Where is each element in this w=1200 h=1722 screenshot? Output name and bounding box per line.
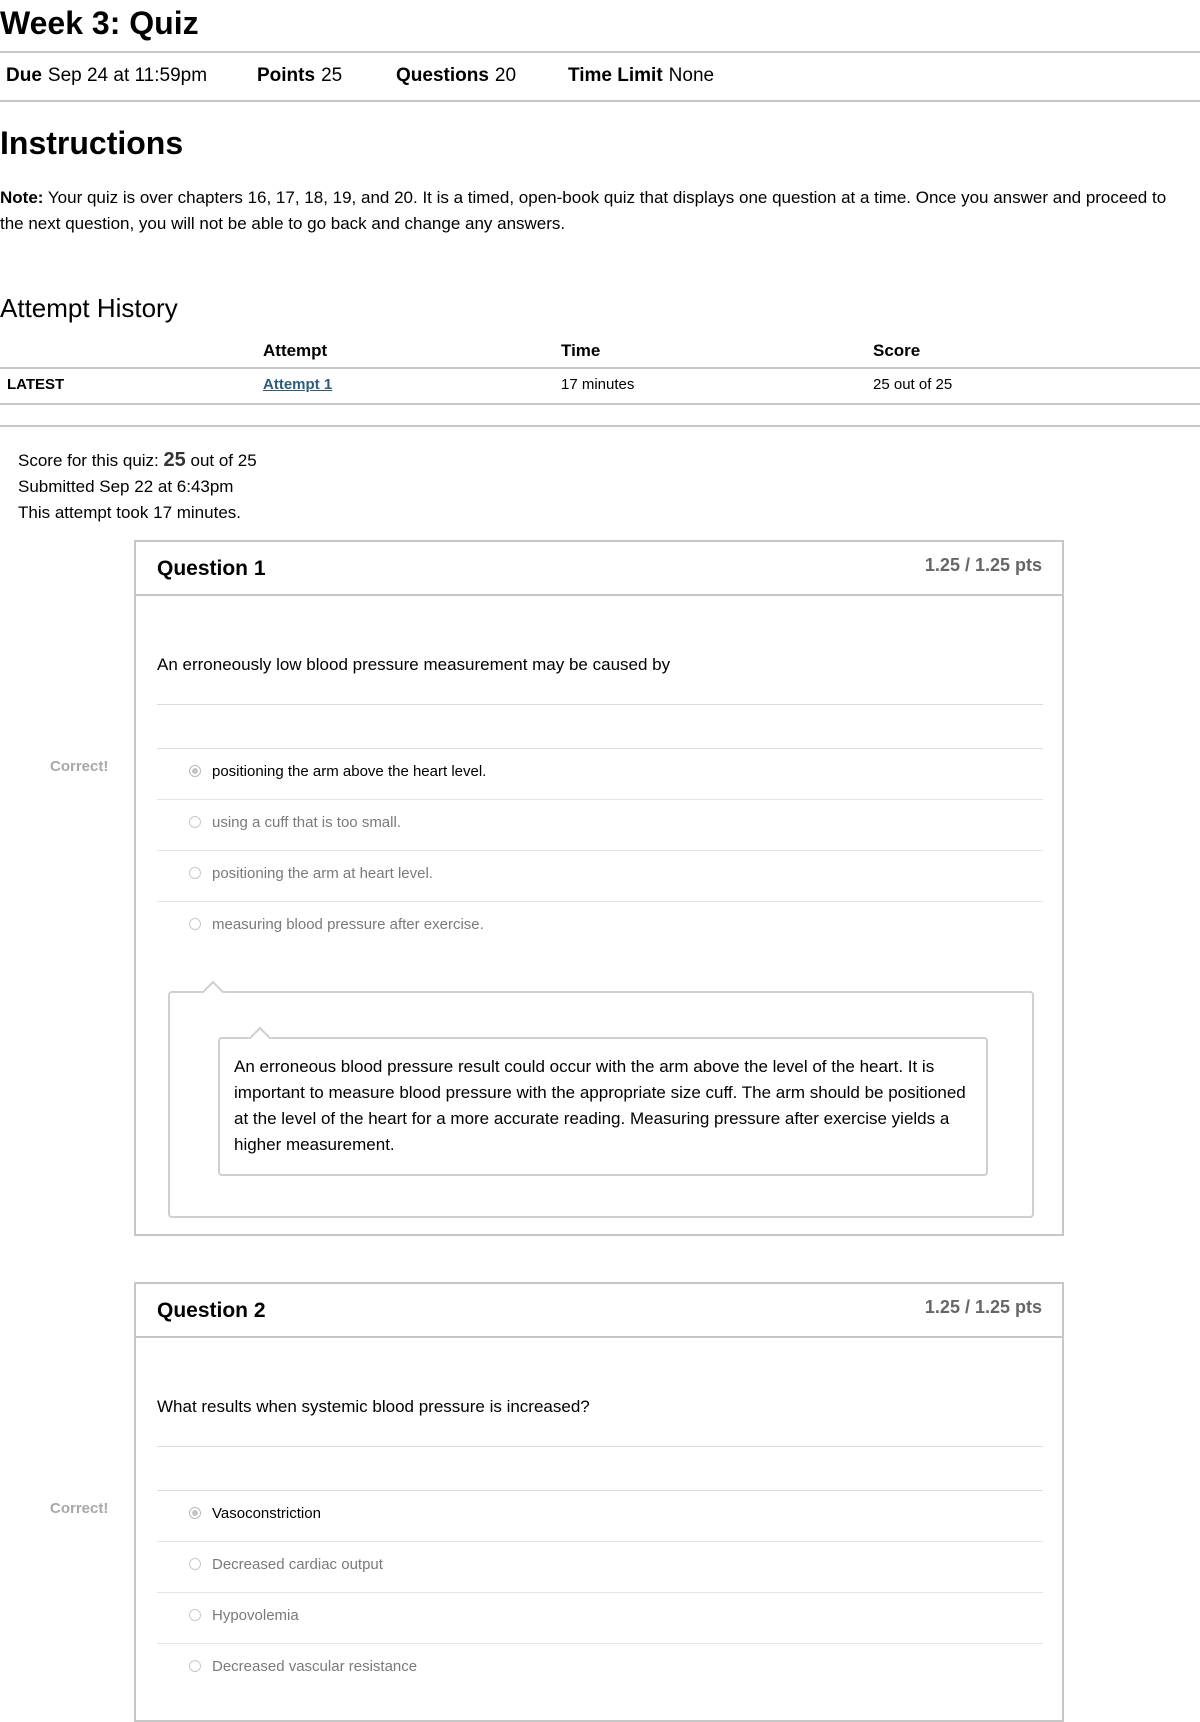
caret-up-icon — [249, 1027, 272, 1050]
time-limit-info — [568, 62, 714, 90]
question-divider — [157, 704, 1043, 705]
questions-value: 20 — [494, 65, 517, 86]
submitted-time: Submitted Sep 22 at 6:43pm — [18, 477, 234, 496]
radio-icon[interactable] — [189, 918, 201, 930]
due-label: Due — [6, 65, 42, 86]
radio-selected-icon[interactable] — [189, 765, 201, 777]
radio-icon[interactable] — [189, 1609, 201, 1621]
questions-label: Questions — [396, 65, 489, 86]
radio-icon[interactable] — [189, 816, 201, 828]
title-divider — [0, 51, 1200, 53]
meta-divider — [0, 100, 1200, 102]
due-value: Sep 24 at 11:59pm — [47, 65, 208, 86]
score-prefix: Score for this quiz: — [18, 451, 159, 470]
answer-option[interactable] — [157, 850, 1043, 902]
score-value: 25 — [163, 449, 186, 471]
column-header-score: Score — [873, 341, 921, 360]
answer-label: Vasoconstriction — [212, 1505, 321, 1522]
note-label: Note: — [0, 188, 44, 207]
answer-option[interactable] — [157, 748, 1043, 800]
answer-label: positioning the arm at heart level. — [212, 865, 433, 882]
points-value: 25 — [321, 65, 343, 86]
answer-comments-panel — [168, 991, 1034, 1218]
table-header-divider — [0, 367, 1200, 369]
time-limit-value: None — [668, 65, 715, 86]
question-1-title: Question 1 — [157, 557, 266, 580]
answer-comment-text: An erroneous blood pressure result could occur with the arm above the level of the heart. It is important to measure blood pressure with the appropriate size cuff. The arm should be positioned at the level of the heart for a more accurate reading. Measuring pressure after exercise yields a higher measurement. — [234, 1057, 966, 1154]
radio-icon[interactable] — [189, 1558, 201, 1570]
points-label: Points — [257, 65, 316, 86]
answer-label: using a cuff that is too small. — [212, 814, 401, 831]
answer-comment — [218, 1037, 988, 1176]
answer-option[interactable] — [157, 901, 1043, 952]
answer-label: Hypovolemia — [212, 1607, 299, 1624]
correct-label: Correct! — [50, 758, 109, 775]
radio-selected-icon[interactable] — [189, 1507, 201, 1519]
question-1 — [134, 540, 1064, 1236]
latest-badge: LATEST — [7, 376, 65, 393]
radio-icon[interactable] — [189, 867, 201, 879]
answer-option[interactable] — [157, 1541, 1043, 1593]
quiz-score-line — [18, 447, 257, 474]
attempt-time: 17 minutes — [561, 376, 635, 393]
answer-label: positioning the arm above the heart level. — [212, 763, 487, 780]
column-header-time: Time — [561, 341, 601, 360]
question-1-points: 1.25 / 1.25 pts — [924, 555, 1042, 575]
radio-icon[interactable] — [189, 1660, 201, 1672]
due-info — [6, 62, 207, 90]
question-1-text: An erroneously low blood pressure measurement may be caused by — [157, 655, 671, 674]
question-1-header — [136, 542, 1062, 596]
instructions-heading: Instructions — [0, 125, 184, 161]
answer-label: Decreased cardiac output — [212, 1556, 383, 1573]
question-2 — [134, 1282, 1064, 1722]
question-divider — [157, 1446, 1043, 1447]
question-2-points: 1.25 / 1.25 pts — [924, 1297, 1042, 1317]
answer-option[interactable] — [157, 1643, 1043, 1694]
score-suffix: out of 25 — [190, 451, 257, 470]
note-text: Your quiz is over chapters 16, 17, 18, 19, and 20. It is a timed, open-book quiz that displays one question at a time. Once you answer and proceed to the next question, you will not be able to go back and change any answers. — [0, 188, 1167, 233]
question-2-header — [136, 1284, 1062, 1338]
question-2-title: Question 2 — [157, 1299, 266, 1322]
page-title: Week 3: Quiz — [0, 5, 199, 41]
table-row-divider — [0, 403, 1200, 405]
attempt-history-heading: Attempt History — [0, 293, 178, 323]
questions-info — [396, 62, 516, 90]
attempt-duration: This attempt took 17 minutes. — [18, 503, 241, 522]
points-info — [257, 62, 342, 90]
attempt-1-link[interactable]: Attempt 1 — [263, 376, 333, 393]
answer-label: Decreased vascular resistance — [212, 1658, 418, 1675]
attempt-score: 25 out of 25 — [873, 376, 953, 393]
question-2-text: What results when systemic blood pressure is increased? — [157, 1397, 590, 1416]
column-header-attempt: Attempt — [263, 341, 328, 360]
time-limit-label: Time Limit — [568, 65, 663, 86]
instructions-note — [0, 185, 1190, 237]
correct-label: Correct! — [50, 1500, 109, 1517]
answer-option[interactable] — [157, 1490, 1043, 1542]
caret-up-icon — [202, 981, 225, 1004]
answer-label: measuring blood pressure after exercise. — [212, 916, 484, 933]
answer-option[interactable] — [157, 799, 1043, 851]
summary-divider — [0, 425, 1200, 427]
answer-option[interactable] — [157, 1592, 1043, 1644]
